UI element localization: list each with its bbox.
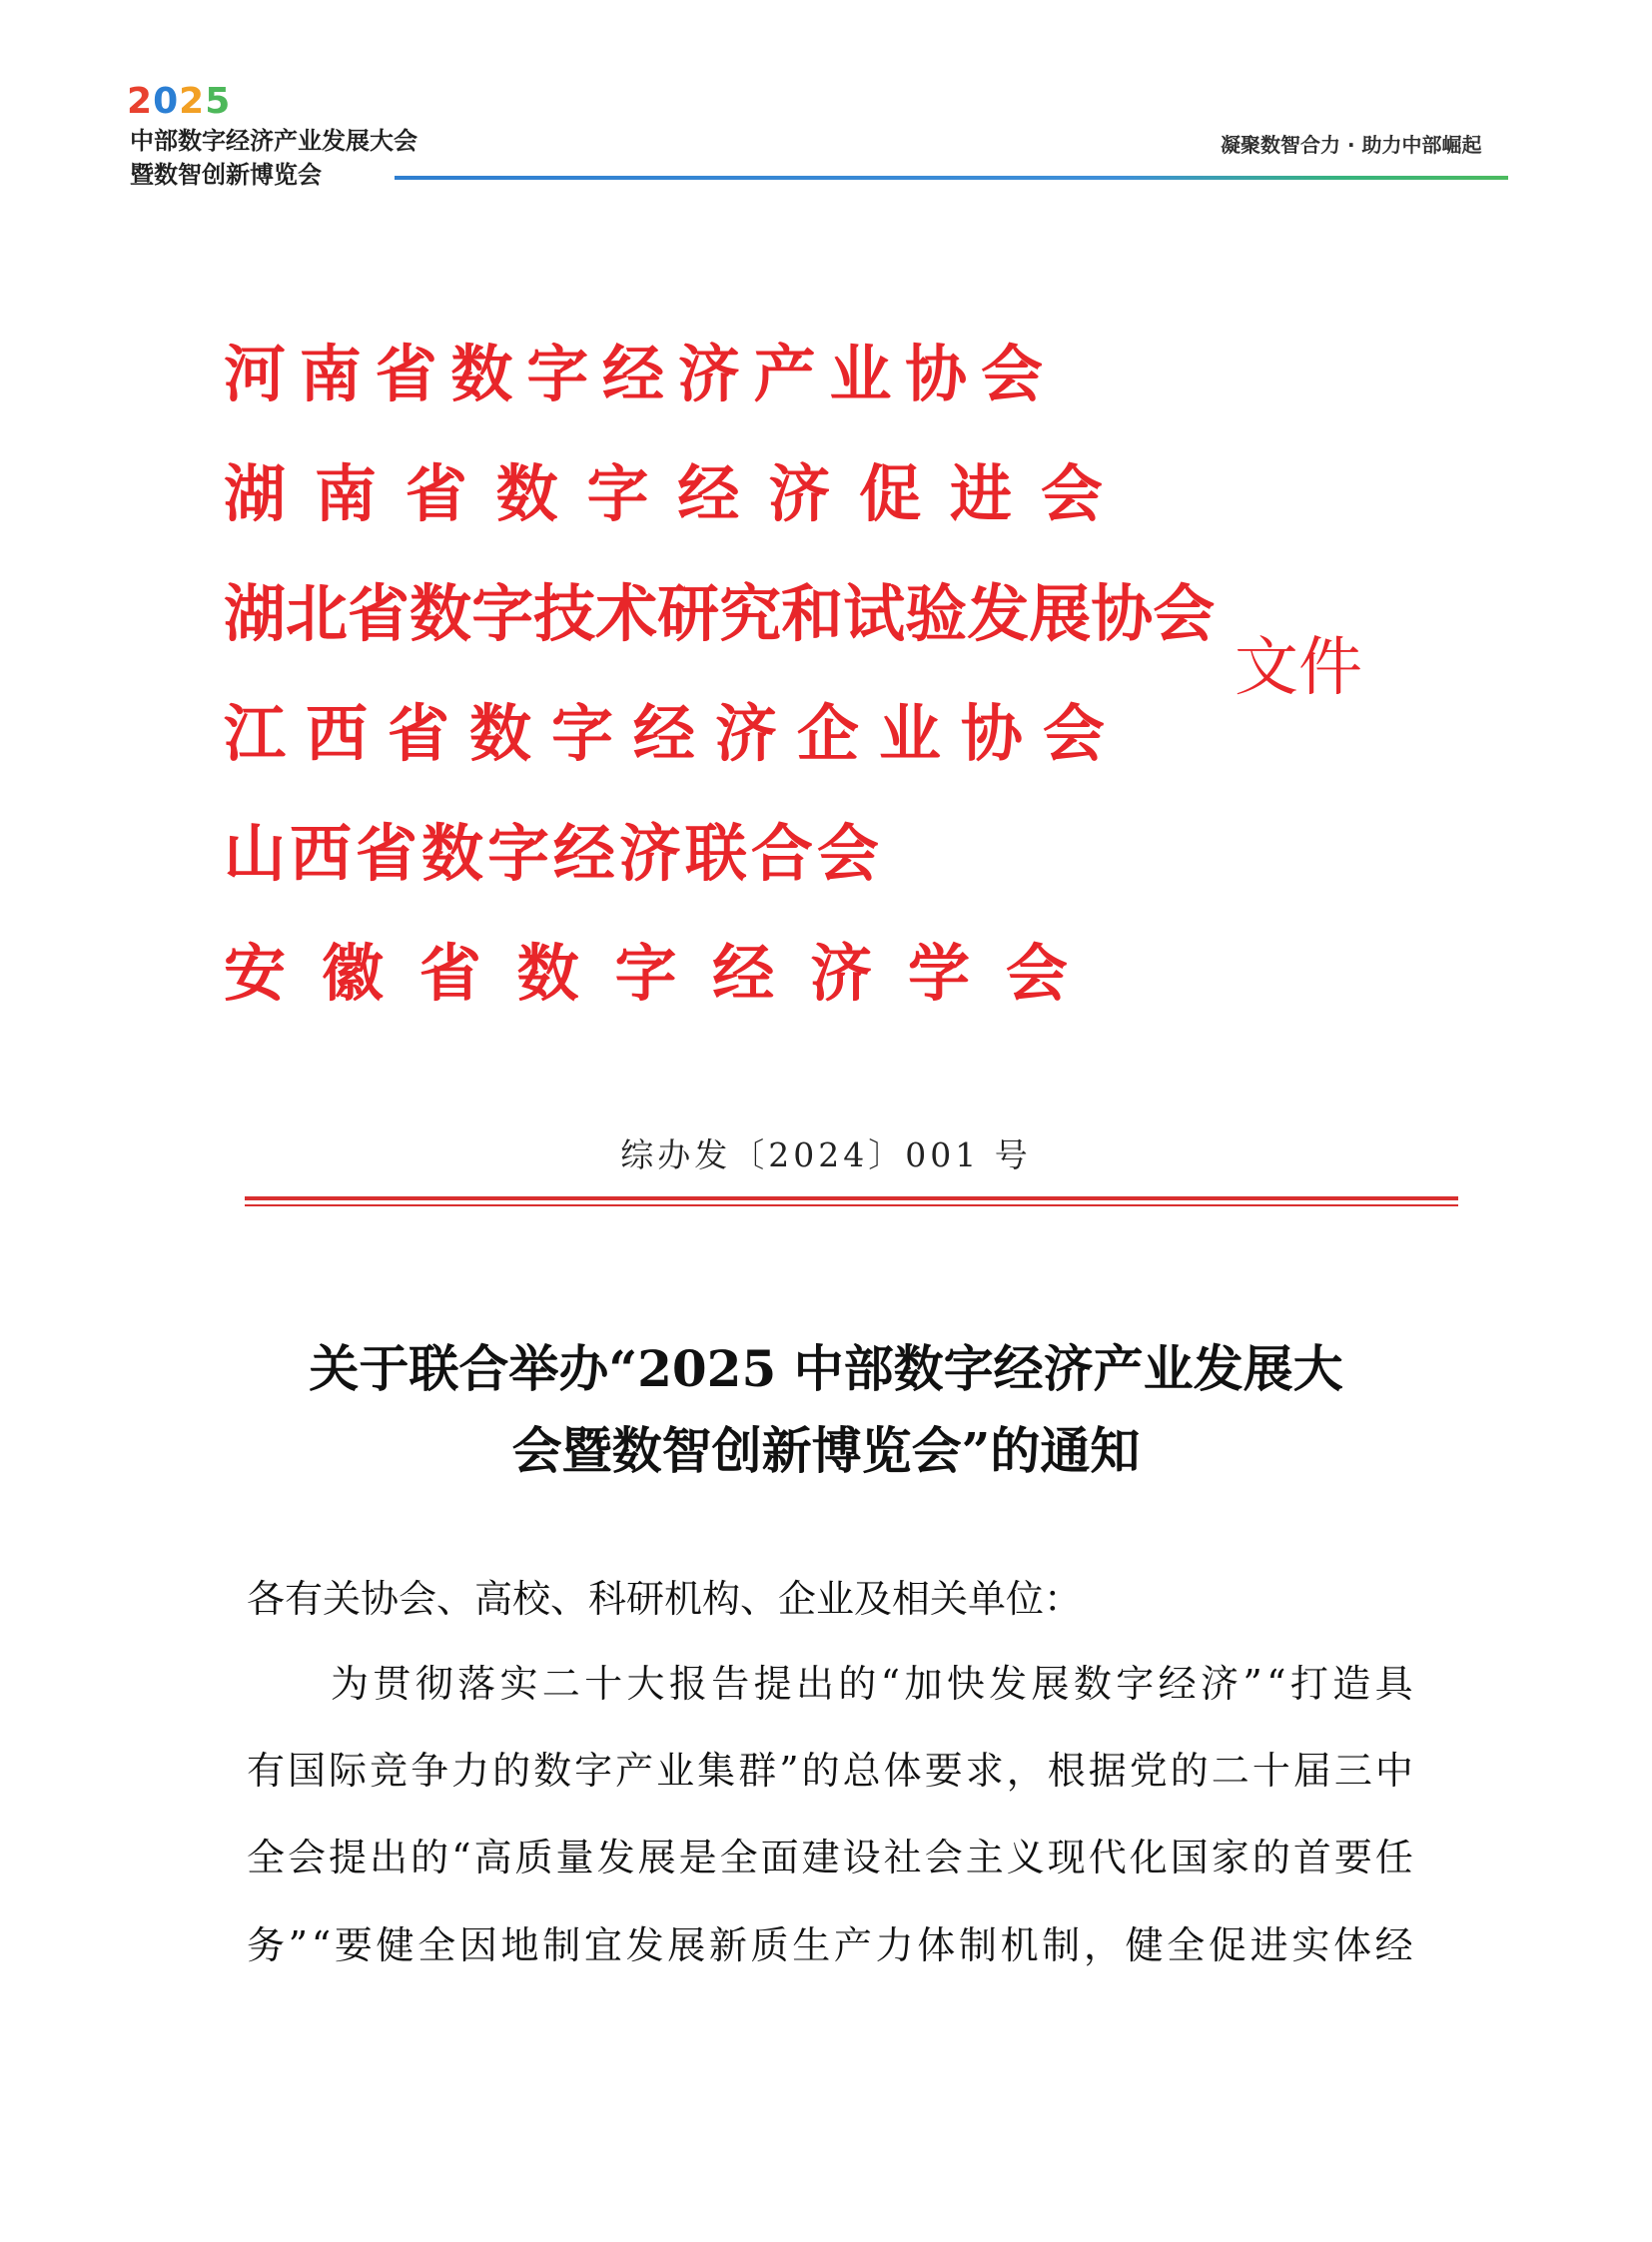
issuer-name: 湖 北 省 数 字 技 术 研 究 和 试 验 发 展 协 会 (224, 577, 1216, 650)
logo-year-digit: 0 (153, 81, 180, 122)
body-text-line: 为 贯 彻 落 实 二 十 大 报 告 提 出 的 “ 加 快 发 展 数 字 经 济 ” “ 打 造 具 (331, 1662, 1413, 1706)
document-number: 综办发〔2024〕001 号 (620, 1135, 1032, 1174)
red-divider-thick (245, 1196, 1458, 1200)
logo-year-digit: 5 (205, 81, 232, 122)
issuer-name: 江 西 省 数 字 经 济 企 业 协 会 (224, 697, 1105, 770)
header-slogan: 凝聚数智合力 · 助力中部崛起 (1221, 133, 1482, 157)
event-logo-year (127, 81, 232, 122)
body-text-line: 全 会 提 出 的 “ 高 质 量 发 展 是 全 面 建 设 社 会 主 义 现 代 化 国 家 的 首 要 任 (247, 1836, 1413, 1879)
body-text-line: 有 国 际 竞 争 力 的 数 字 产 业 集 群 ” 的 总 体 要 求 ， 根 据 党 的 二 十 届 三 中 (247, 1749, 1413, 1793)
document-label: 文件 (1235, 631, 1362, 705)
logo-year-digit: 2 (179, 81, 206, 122)
red-divider-thin (245, 1204, 1458, 1206)
header-divider (395, 176, 1508, 180)
notice-title-line1: 关于联合举办“2025 中部数字经济产业发展大 (309, 1339, 1343, 1398)
logo-year-digit: 2 (127, 81, 154, 122)
event-name-line1: 中部数字经济产业发展大会 (130, 127, 417, 155)
issuer-name: 山 西 省 数 字 经 济 联 合 会 (224, 817, 879, 890)
issuer-name: 安 徽 省 数 字 经 济 学 会 (224, 937, 1068, 1010)
salutation: 各有关协会、高校、科研机构、企业及相关单位： (247, 1577, 1083, 1621)
issuer-name: 河 南 省 数 字 经 济 产 业 协 会 (224, 338, 1043, 410)
body-text-line: 务 ” “ 要 健 全 因 地 制 宜 发 展 新 质 生 产 力 体 制 机 制 ， 健 全 促 进 实 体 经 (247, 1923, 1413, 1967)
notice-title-line2: 会暨数智创新博览会”的通知 (511, 1421, 1141, 1480)
event-name-line2: 暨数智创新博览会 (130, 161, 322, 189)
issuer-name: 湖 南 省 数 字 经 济 促 进 会 (224, 457, 1103, 530)
